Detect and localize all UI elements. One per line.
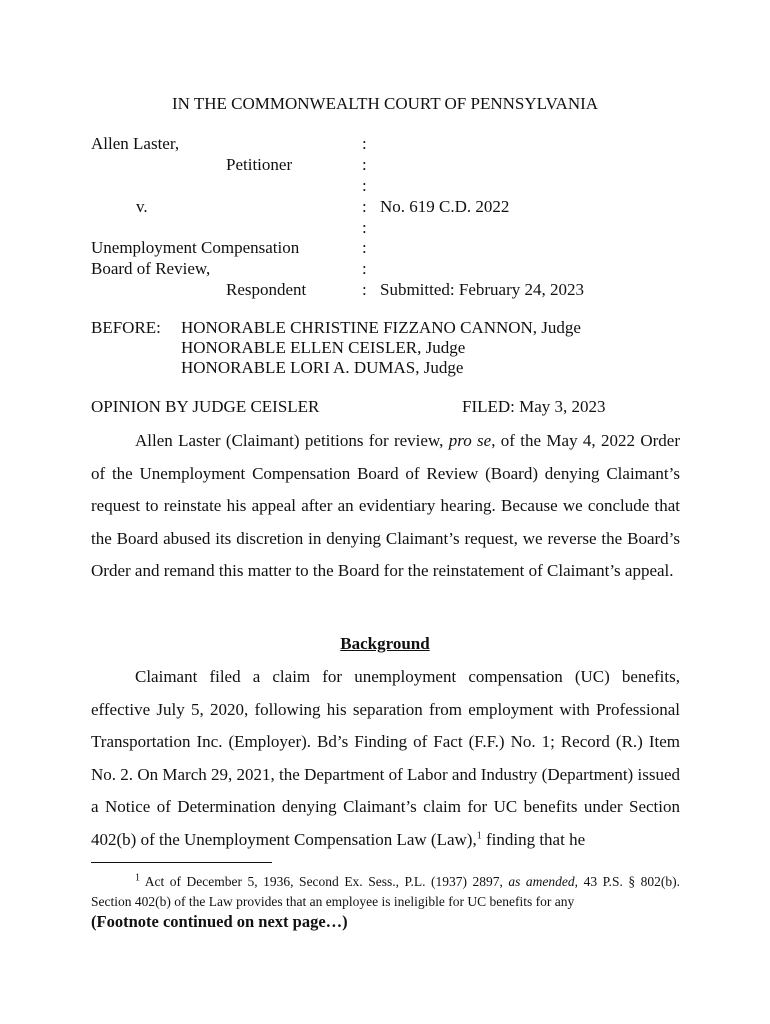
caption-colon: : <box>362 155 367 174</box>
heading-text: Background <box>340 634 430 653</box>
caption-colon: : <box>362 218 367 237</box>
footnote-divider <box>91 862 272 863</box>
background-text: finding that he <box>481 829 586 849</box>
section-heading-background <box>0 634 770 654</box>
footnote-continued-notice: (Footnote continued on next page…) <box>91 912 348 931</box>
filed-date: FILED: May 3, 2023 <box>462 397 606 416</box>
background-text: Claimant filed a claim for unemployment compensation (UC) benefits, effective July 5, 2020, following his separation from employment with Professional Transportation Inc. (Employer). Bd’s Finding of Fact (F.F.) No. 1; Record (R.) Item No. 2. On March 29, 2021, the Department of Labor and Industry (Department) issued a Notice of Determination denying Claimant’s claim for UC benefits under Section 402(b) of the Unemployment Compensation Law (Law), <box>91 667 680 849</box>
footnote-1 <box>91 872 680 911</box>
judge: HONORABLE CHRISTINE FIZZANO CANNON, Judge <box>181 318 581 337</box>
footnote-number: 1 <box>135 872 140 884</box>
intro-text: , of the May 4, 2022 Order of the Unemployment Compensation Board of Review (Board) denying Claimant’s request to reinstate his appeal after an evidentiary hearing. Because we conclude that the Board abused its discretion in denying Claimant’s request, we reverse the Board’s Order and remand this matter to the Board for the reinstatement of Claimant’s appeal. <box>91 431 680 581</box>
before-label: BEFORE: <box>91 318 161 337</box>
judge: HONORABLE LORI A. DUMAS, Judge <box>181 358 464 377</box>
judge: HONORABLE ELLEN CEISLER, Judge <box>181 338 466 357</box>
respondent-name-line1: Unemployment Compensation <box>91 238 300 257</box>
versus: v. <box>136 197 148 216</box>
caption-colon: : <box>362 176 367 195</box>
footnote-text: Act of December 5, 1936, Second Ex. Sess., P.L. (1937) 2897, <box>140 874 509 889</box>
footnote-italic: as amended <box>508 874 575 889</box>
footnote-text: , 43 P.S. § 802(b). Section 402(b) of the Law provides that an employee is ineligible for UC benefits for any <box>91 874 680 909</box>
background-paragraph <box>91 661 680 857</box>
caption-colon: : <box>362 280 367 299</box>
docket-number: No. 619 C.D. 2022 <box>380 197 510 216</box>
court-title: IN THE COMMONWEALTH COURT OF PENNSYLVANIA <box>171 94 599 113</box>
caption-colon: : <box>362 134 367 153</box>
opinion-by: OPINION BY JUDGE CEISLER <box>91 397 320 416</box>
footnote-reference[interactable]: 1 <box>476 830 482 842</box>
petitioner-name: Allen Laster, <box>91 134 180 153</box>
caption-colon: : <box>362 238 367 257</box>
submitted-date: Submitted: February 24, 2023 <box>380 280 584 299</box>
caption-colon: : <box>362 259 367 278</box>
pro-se-italic: pro se <box>448 431 492 450</box>
intro-paragraph <box>91 425 680 588</box>
caption-colon: : <box>362 197 367 216</box>
respondent-name-line2: Board of Review, <box>91 259 211 278</box>
intro-text: Allen Laster (Claimant) petitions for review, <box>135 431 449 450</box>
respondent-role: Respondent <box>226 280 307 299</box>
petitioner-role: Petitioner <box>226 155 293 174</box>
